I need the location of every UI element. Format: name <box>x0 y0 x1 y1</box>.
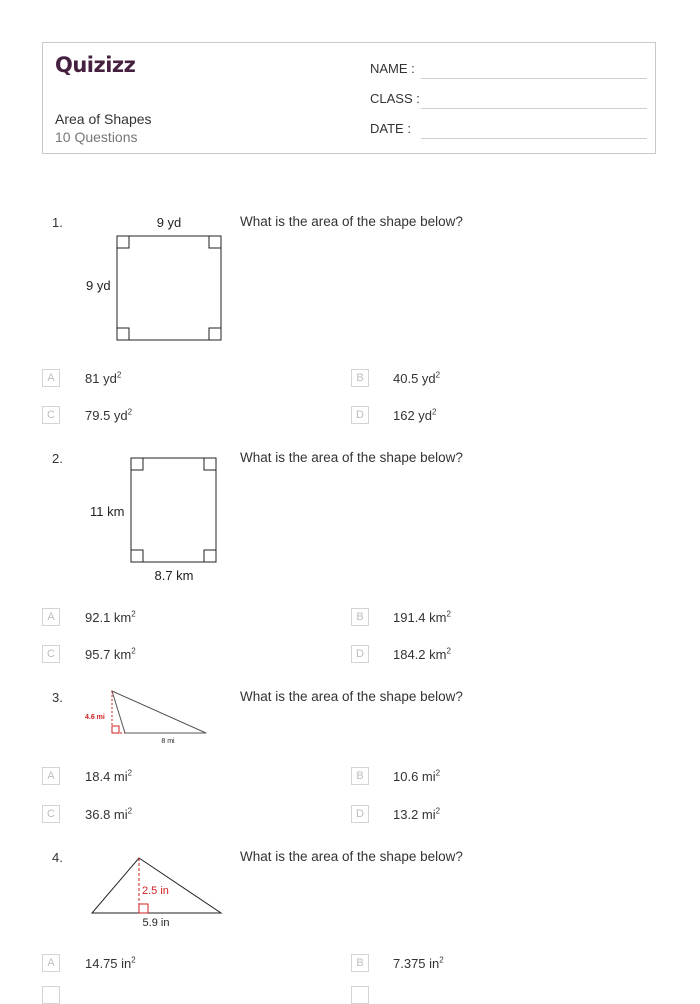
option-a[interactable]: 14.75 $in^2$ <box>85 955 136 971</box>
option-a[interactable]: 81 $yd^2$ <box>85 370 122 386</box>
option-d[interactable]: 184.2 $km^2$ <box>393 646 451 662</box>
bottom-side-label: 8.7 km <box>154 568 194 583</box>
option-c-letter-partial[interactable] <box>42 986 60 1004</box>
top-side-label: 9 yd <box>156 215 182 230</box>
question-number: 3. <box>52 690 63 705</box>
option-a-letter[interactable]: A <box>42 767 60 785</box>
option-a[interactable]: 18.4 $mi^2$ <box>85 768 133 784</box>
option-c-letter[interactable]: C <box>42 406 60 424</box>
acute-triangle-figure <box>80 852 230 934</box>
option-b[interactable]: 10.6 $mi^2$ <box>393 768 441 784</box>
option-d-letter-partial[interactable] <box>351 986 369 1004</box>
option-d-letter[interactable]: D <box>351 645 369 663</box>
left-side-label: 11 km <box>90 504 125 519</box>
date-label: DATE : <box>370 121 411 136</box>
question-text: What is the area of the shape below? <box>240 849 463 864</box>
worksheet-header <box>42 42 656 154</box>
option-b[interactable]: 191.4 $km^2$ <box>393 609 451 625</box>
option-b-letter[interactable]: B <box>351 767 369 785</box>
left-side-label: 9 yd <box>86 278 111 293</box>
square-figure <box>80 210 230 345</box>
obtuse-triangle-figure <box>80 685 220 747</box>
base-label: 8 mi <box>161 738 175 745</box>
question-number: 4. <box>52 850 63 865</box>
name-line[interactable] <box>421 78 647 79</box>
option-b-letter[interactable]: B <box>351 954 369 972</box>
option-d[interactable]: 162 $yd^2$ <box>393 407 437 423</box>
option-d[interactable]: 13.2 $mi^2$ <box>393 806 441 822</box>
option-a-letter[interactable]: A <box>42 608 60 626</box>
option-c[interactable]: 95.7 $km^2$ <box>85 646 136 662</box>
worksheet-title: Area of Shapes <box>55 111 152 127</box>
question-count: 10 Questions <box>55 129 138 145</box>
option-c-letter[interactable]: C <box>42 645 60 663</box>
option-a-letter[interactable]: A <box>42 369 60 387</box>
option-b-letter[interactable]: B <box>351 608 369 626</box>
option-c[interactable]: 79.5 $yd^2$ <box>85 407 133 423</box>
height-label: 4.6 mi <box>85 714 105 721</box>
question-number: 1. <box>52 215 63 230</box>
option-b-letter[interactable]: B <box>351 369 369 387</box>
option-b[interactable]: 7.375 $in^2$ <box>393 955 444 971</box>
name-label: NAME : <box>370 61 415 76</box>
rectangle-figure <box>80 450 230 590</box>
option-c[interactable]: 36.8 $mi^2$ <box>85 806 133 822</box>
option-b[interactable]: 40.5 $yd^2$ <box>393 370 441 386</box>
base-label: 5.9 in <box>142 917 170 929</box>
height-label: 2.5 in <box>142 885 169 897</box>
date-line[interactable] <box>421 138 647 139</box>
class-line[interactable] <box>421 108 647 109</box>
question-text: What is the area of the shape below? <box>240 450 463 465</box>
option-d-letter[interactable]: D <box>351 805 369 823</box>
option-d-letter[interactable]: D <box>351 406 369 424</box>
option-a[interactable]: 92.1 $km^2$ <box>85 609 136 625</box>
class-label: CLASS : <box>370 91 420 106</box>
question-number: 2. <box>52 451 63 466</box>
option-c-letter[interactable]: C <box>42 805 60 823</box>
question-text: What is the area of the shape below? <box>240 214 463 229</box>
option-a-letter[interactable]: A <box>42 954 60 972</box>
question-text: What is the area of the shape below? <box>240 689 463 704</box>
quizizz-logo: Quizizz <box>55 53 136 77</box>
